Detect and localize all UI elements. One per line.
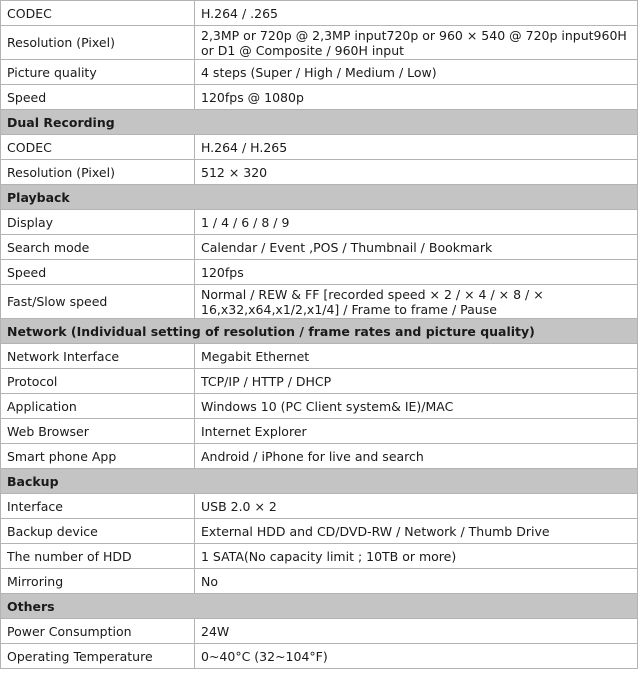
spec-row: [1, 85, 638, 110]
section-title: Others: [1, 594, 638, 619]
spec-row: [1, 135, 638, 160]
spec-value: 1 SATA(No capacity limit ; 10TB or more): [195, 544, 638, 569]
spec-value: 2,3MP or 720p @ 2,3MP input720p or 960 × 540 @ 720p input960H or D1 @ Composite / 960H input: [195, 26, 638, 60]
spec-row: [1, 26, 638, 60]
spec-row: [1, 285, 638, 319]
spec-value: Normal / REW & FF [recorded speed × 2 / × 4 / × 8 / × 16,x32,x64,x1/2,x1/4] / Frame to frame / Pause: [195, 285, 638, 319]
spec-label: Resolution (Pixel): [1, 160, 195, 185]
spec-label: Resolution (Pixel): [1, 26, 195, 60]
spec-row: [1, 394, 638, 419]
spec-label: Fast/Slow speed: [1, 285, 195, 319]
section-header-row: [1, 594, 638, 619]
spec-row: [1, 235, 638, 260]
section-header-row: [1, 319, 638, 344]
spec-label: Protocol: [1, 369, 195, 394]
spec-value: H.264 / H.265: [195, 135, 638, 160]
spec-value: 24W: [195, 619, 638, 644]
spec-label: The number of HDD: [1, 544, 195, 569]
spec-row: [1, 419, 638, 444]
spec-table-body: [1, 1, 638, 669]
spec-row: [1, 619, 638, 644]
section-header-row: [1, 469, 638, 494]
spec-label: Mirroring: [1, 569, 195, 594]
spec-value: Windows 10 (PC Client system& IE)/MAC: [195, 394, 638, 419]
spec-row: [1, 644, 638, 669]
spec-label: Smart phone App: [1, 444, 195, 469]
spec-row: [1, 494, 638, 519]
spec-row: [1, 210, 638, 235]
section-title: Backup: [1, 469, 638, 494]
spec-row: [1, 519, 638, 544]
spec-value: 512 × 320: [195, 160, 638, 185]
section-header-row: [1, 110, 638, 135]
spec-value: Megabit Ethernet: [195, 344, 638, 369]
spec-label: Interface: [1, 494, 195, 519]
spec-value: Internet Explorer: [195, 419, 638, 444]
spec-label: Operating Temperature: [1, 644, 195, 669]
spec-value: 120fps: [195, 260, 638, 285]
section-header-row: [1, 185, 638, 210]
spec-row: [1, 1, 638, 26]
spec-value: Android / iPhone for live and search: [195, 444, 638, 469]
spec-label: CODEC: [1, 135, 195, 160]
spec-label: Speed: [1, 85, 195, 110]
spec-row: [1, 344, 638, 369]
spec-value: 120fps @ 1080p: [195, 85, 638, 110]
spec-label: Application: [1, 394, 195, 419]
spec-label: Display: [1, 210, 195, 235]
spec-row: [1, 569, 638, 594]
spec-row: [1, 444, 638, 469]
spec-label: Network Interface: [1, 344, 195, 369]
section-title: Playback: [1, 185, 638, 210]
spec-label: Web Browser: [1, 419, 195, 444]
spec-label: Backup device: [1, 519, 195, 544]
spec-label: Power Consumption: [1, 619, 195, 644]
spec-value: 4 steps (Super / High / Medium / Low): [195, 60, 638, 85]
section-title: Dual Recording: [1, 110, 638, 135]
spec-value: TCP/IP / HTTP / DHCP: [195, 369, 638, 394]
section-title: Network (Individual setting of resolution / frame rates and picture quality): [1, 319, 638, 344]
spec-row: [1, 60, 638, 85]
spec-value: H.264 / .265: [195, 1, 638, 26]
spec-value: Calendar / Event ,POS / Thumbnail / Bookmark: [195, 235, 638, 260]
spec-label: Picture quality: [1, 60, 195, 85]
spec-value: 1 / 4 / 6 / 8 / 9: [195, 210, 638, 235]
spec-value: No: [195, 569, 638, 594]
spec-row: [1, 160, 638, 185]
spec-value: 0~40°C (32~104°F): [195, 644, 638, 669]
spec-label: CODEC: [1, 1, 195, 26]
spec-label: Speed: [1, 260, 195, 285]
spec-value: External HDD and CD/DVD-RW / Network / Thumb Drive: [195, 519, 638, 544]
spec-label: Search mode: [1, 235, 195, 260]
spec-row: [1, 369, 638, 394]
spec-value: USB 2.0 × 2: [195, 494, 638, 519]
spec-row: [1, 260, 638, 285]
spec-row: [1, 544, 638, 569]
